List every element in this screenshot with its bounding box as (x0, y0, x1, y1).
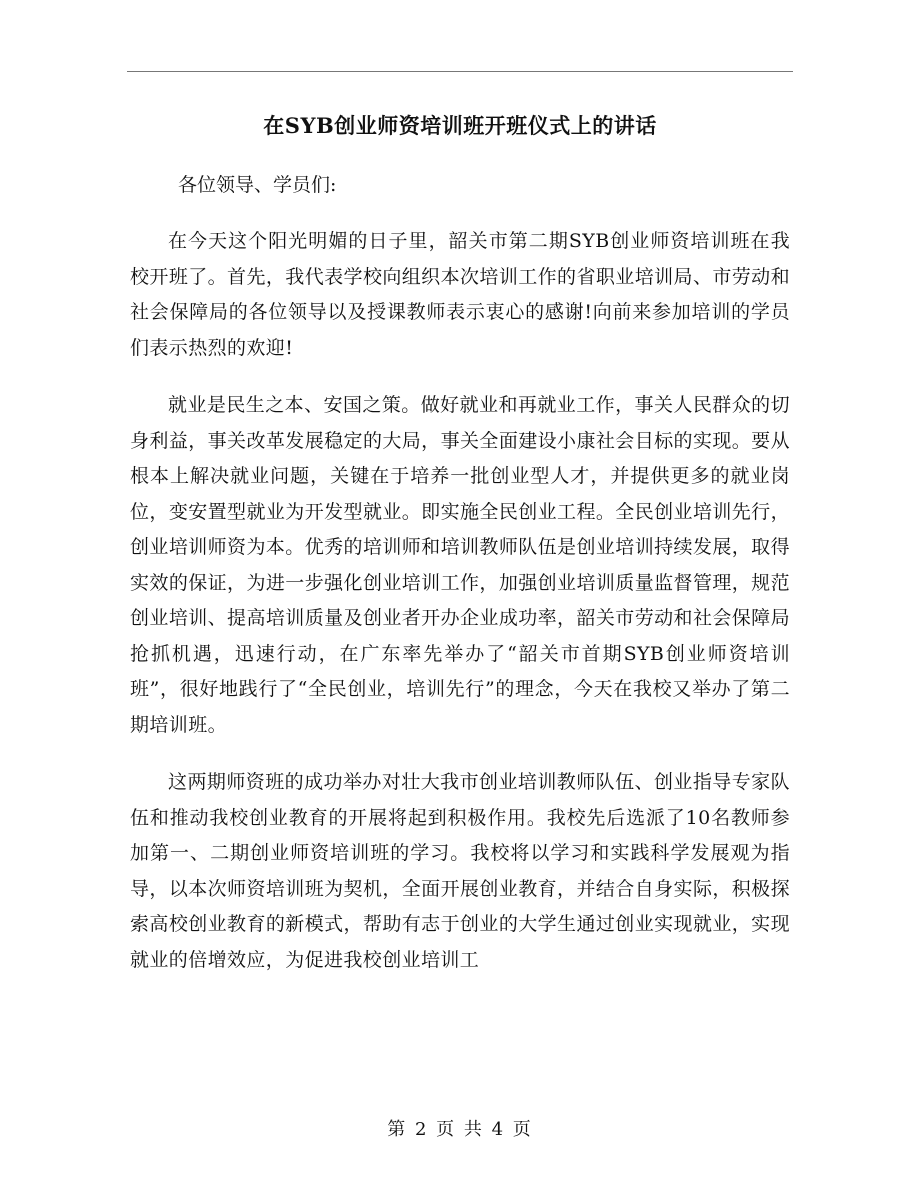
document-body (130, 224, 790, 1000)
salutation: 各位领导、学员们: (178, 174, 337, 196)
document-title: 在SYB创业师资培训班开班仪式上的讲话 (263, 113, 657, 138)
page-number: 第 2 页 共 4 页 (387, 1119, 533, 1140)
header-rule (127, 71, 793, 72)
paragraph-2: 就业是民生之本、安国之策。做好就业和再就业工作，事关人民群众的切身利益，事关改革发展稳定的大局，事关全面建设小康社会目标的实现。要从根本上解决就业问题，关键在于培养一批创业型人才，并提供更多的就业岗位，变安置型就业为开发型就业。即实施全民创业工程。全民创业培训先行，创业培训师资为本。优秀的培训师和培训教师队伍是创业培训持续发展，取得实效的保证，为进一步强化创业培训工作，加强创业培训质量监督管理，规范创业培训、提高培训质量及创业者开办企业成功率，韶关市劳动和社会保障局抢抓机遇，迅速行动，在广东率先举办了“韶关市首期SYB创业师资培训班”，很好地践行了“全民创业，培训先行”的理念，今天在我校又举办了第二期培训班。 (130, 394, 790, 736)
paragraph-1: 在今天这个阳光明媚的日子里，韶关市第二期SYB创业师资培训班在我校开班了。首先，我代表学校向组织本次培训工作的省职业培训局、市劳动和社会保障局的各位领导以及授课教师表示衷心的感谢!向前来参加培训的学员们表示热烈的欢迎! (130, 230, 790, 359)
paragraph-3: 这两期师资班的成功举办对壮大我市创业培训教师队伍、创业指导专家队伍和推动我校创业教育的开展将起到积极作用。我校先后选派了10名教师参加第一、二期创业师资培训班的学习。我校将以学习和实践科学发展观为指导，以本次师资培训班为契机，全面开展创业教育，并结合自身实际，积极探索高校创业教育的新模式，帮助有志于创业的大学生通过创业实现就业，实现就业的倍增效应，为促进我校创业培训工 (130, 771, 790, 971)
